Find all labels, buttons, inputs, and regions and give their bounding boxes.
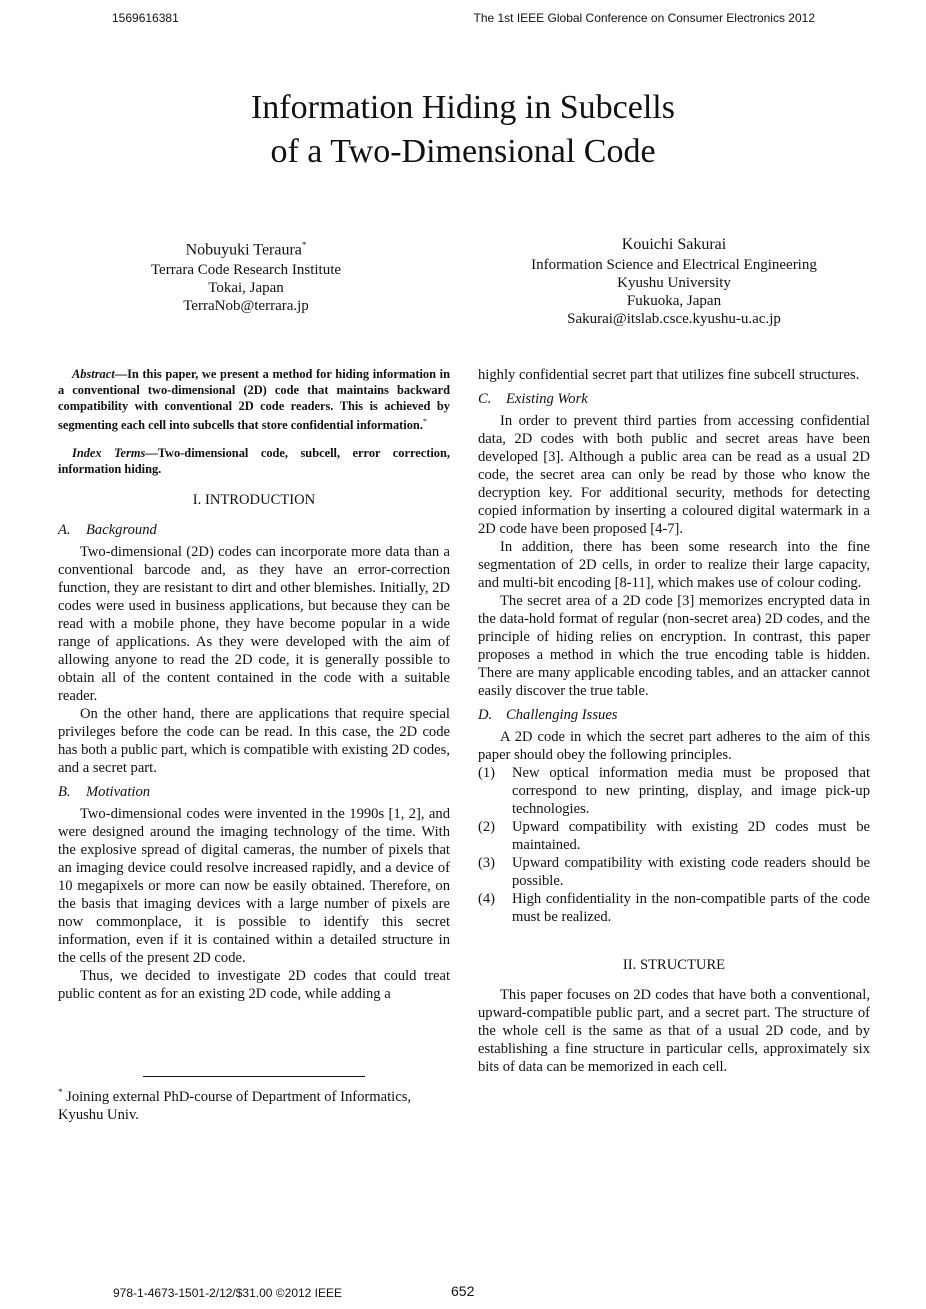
subsection-heading-challenging-issues: D. Challenging Issues (478, 707, 618, 723)
paragraph: highly confidential secret part that utilizes fine subcell structures. (478, 367, 860, 383)
right-column (478, 366, 870, 1076)
author-email-2[interactable]: Sakurai@itslab.csce.kyushu-u.ac.jp (567, 311, 781, 327)
copyright-line: 978-1-4673-1501-2/12/$31.00 ©2012 IEEE (113, 1286, 343, 1300)
paragraph: The secret area of a 2D code [3] memorizes encrypted data in the data-hold format of regular (non-secret area) 2D codes, and the principle of hiding relies on encryption. In contrast, this paper proposes a method in which the true encoding table is hidden. There are many applicable encoding tables, and an attacker cannot easily discover the true table. (478, 593, 870, 699)
index-terms: Index Terms—Two-dimensional code, subcell, error correction, information hiding. (58, 446, 450, 477)
paper-id: 1569616381 (112, 11, 179, 25)
subsection-heading-motivation: B. Motivation (58, 784, 151, 801)
paragraph: In addition, there has been some research into the fine segmentation of 2D cells, in order to realize their large capacity, and multi-bit encoding [8-11], which makes use of colour coding. (478, 539, 870, 591)
author-block-1 (96, 236, 396, 315)
author-block-2 (494, 236, 854, 328)
author-department-2: Information Science and Electrical Engineering (531, 257, 817, 273)
abstract: Abstract—In this paper, we present a method for hiding information in a conventional two-dimensional (2D) code that maintains backward compatibility with conventional 2D code readers. This is achieved by segmenting each cell into subcells that store confidential information.* (58, 367, 450, 433)
paragraph: In order to prevent third parties from accessing confidential data, 2D codes with both public and secret areas have been developed [3]. Although a public area can be read as a usual 2D code, the secret area can only be read by those who know the decryption key. For additional security, methods for detecting copied information by inserting a coloured digital watermark in a 2D code have been proposed [4-7]. (478, 413, 870, 537)
title-line-2: of a Two-Dimensional Code (270, 133, 656, 170)
author-affiliation-2: Kyushu University (617, 275, 731, 291)
paragraph: A 2D code in which the secret part adheres to the aim of this paper should obey the following principles. (478, 729, 870, 763)
subsection-heading-background: A. Background (58, 522, 157, 539)
page-number: 652 (451, 1283, 475, 1299)
paragraph: On the other hand, there are applications that require special privileges before the code can be read. In this case, the 2D code has both a public part, which is compatible with existing 2D codes, and a secret part. (58, 706, 450, 777)
author-location-1: Tokai, Japan (208, 280, 284, 297)
footnote: * Joining external PhD-course of Department of Informatics, Kyushu Univ. (58, 1087, 412, 1123)
left-column (58, 366, 450, 1003)
section-heading-structure: II. STRUCTURE (622, 957, 726, 973)
list-item: (4) High confidentiality in the non-compatible parts of the code must be realized. (478, 891, 870, 925)
paragraph: Two-dimensional (2D) codes can incorporate more data than a conventional barcode and, as they have an error-correction function, they are resistant to dirt and other blemishes. Initially, 2D codes were used in business applications, but because they can be read with a mobile phone, they have become popular in a wide range of applications. As they were developed with the aim of allowing anyone to read the 2D code, it is generally possible to obtain all of the content contained in the code with a suitable reader. (58, 544, 450, 705)
conference-name: The 1st IEEE Global Conference on Consumer Electronics 2012 (473, 11, 815, 25)
paper-title (0, 86, 926, 174)
author-name-2: Kouichi Sakurai (621, 236, 727, 253)
list-item: (3) Upward compatibility with existing code readers should be possible. (478, 855, 870, 889)
paragraph: Two-dimensional codes were invented in the 1990s [1, 2], and were designed around the imaging technology of the time. With the explosive spread of digital cameras, the number of pixels that an imaging device could resolve increased rapidly, and a device of 10 megapixels or more can now be easily obtained. Therefore, on the basis that imaging devices with a large number of pixels are now commonplace, it is possible to identify this secret information, even if it is contained within a detailed structure in the cells of the present 2D code. (58, 806, 450, 967)
list-item: (1) New optical information media must be proposed that correspond to new printing, display, and image pick-up technologies. (478, 765, 870, 817)
footnote-divider (143, 1076, 365, 1077)
author-affiliation-1: Terrara Code Research Institute (150, 262, 342, 279)
author-name-1: Nobuyuki Teraura* (185, 240, 307, 259)
author-footnote-mark: * (301, 240, 307, 250)
subsection-heading-existing-work: C. Existing Work (478, 391, 588, 407)
paragraph: This paper focuses on 2D codes that have both a conventional, upward-compatible public part, and a secret part. The structure of the whole cell is the same as that of a usual 2D code, and by establishing a fine structure in particular cells, approximately six bits of data can be memorized in each cell. (478, 987, 870, 1075)
title-line-1: Information Hiding in Subcells (250, 89, 675, 126)
section-heading-introduction: I. INTRODUCTION (192, 492, 316, 509)
author-email-1[interactable]: TerraNob@terrara.jp (183, 298, 309, 315)
paragraph: Thus, we decided to investigate 2D codes that could treat public content as for an existing 2D code, while adding a (58, 968, 450, 1003)
author-location-2: Fukuoka, Japan (626, 293, 722, 309)
list-item: (2) Upward compatibility with existing 2D codes must be maintained. (478, 819, 870, 853)
